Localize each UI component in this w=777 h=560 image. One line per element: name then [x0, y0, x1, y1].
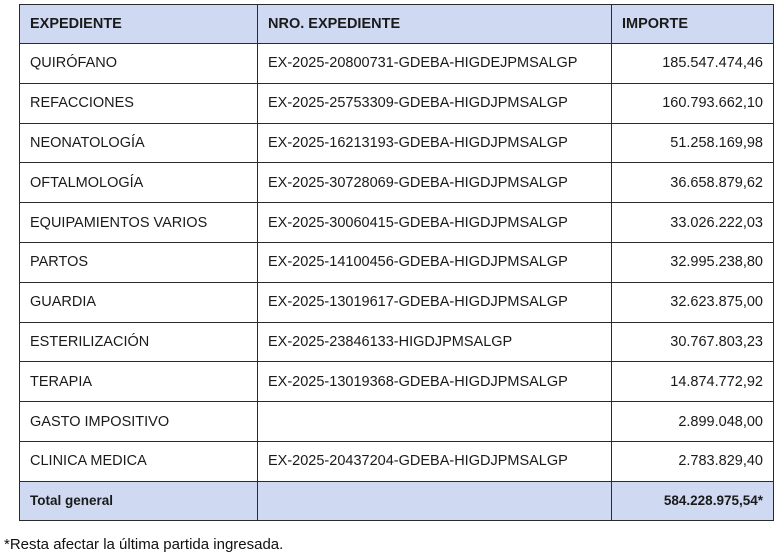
cell-nro-expediente: EX-2025-13019617-GDEBA-HIGDJPMSALGP [258, 282, 612, 322]
header-importe: IMPORTE [612, 5, 774, 44]
table-row [20, 203, 774, 243]
table-row [20, 362, 774, 402]
cell-importe: 32.995.238,80 [612, 242, 774, 282]
cell-expediente: OFTALMOLOGÍA [20, 163, 258, 203]
cell-expediente: GUARDIA [20, 282, 258, 322]
cell-nro-expediente: EX-2025-23846133-HIGDJPMSALGP [258, 322, 612, 362]
total-row [20, 481, 774, 520]
cell-expediente: REFACCIONES [20, 83, 258, 123]
cell-expediente: PARTOS [20, 242, 258, 282]
table-row [20, 282, 774, 322]
cell-importe: 33.026.222,03 [612, 203, 774, 243]
cell-expediente: TERAPIA [20, 362, 258, 402]
table-row [20, 163, 774, 203]
table-row [20, 242, 774, 282]
expedientes-table-container [19, 4, 773, 521]
cell-importe: 2.783.829,40 [612, 441, 774, 481]
cell-expediente: CLINICA MEDICA [20, 441, 258, 481]
table-row [20, 402, 774, 442]
table-row [20, 123, 774, 163]
cell-nro-expediente: EX-2025-16213193-GDEBA-HIGDJPMSALGP [258, 123, 612, 163]
header-nro-expediente: NRO. EXPEDIENTE [258, 5, 612, 44]
cell-nro-expediente: EX-2025-20437204-GDEBA-HIGDJPMSALGP [258, 441, 612, 481]
footnote: *Resta afectar la última partida ingresada. [4, 536, 284, 553]
cell-importe: 30.767.803,23 [612, 322, 774, 362]
cell-expediente: GASTO IMPOSITIVO [20, 402, 258, 442]
cell-nro-expediente: EX-2025-30728069-GDEBA-HIGDJPMSALGP [258, 163, 612, 203]
table-header [20, 5, 774, 44]
cell-expediente: ESTERILIZACIÓN [20, 322, 258, 362]
cell-expediente: QUIRÓFANO [20, 44, 258, 84]
cell-nro-expediente: EX-2025-25753309-GDEBA-HIGDJPMSALGP [258, 83, 612, 123]
total-label: Total general [20, 481, 258, 520]
cell-nro-expediente: EX-2025-13019368-GDEBA-HIGDJPMSALGP [258, 362, 612, 402]
cell-importe: 51.258.169,98 [612, 123, 774, 163]
cell-expediente: NEONATOLOGÍA [20, 123, 258, 163]
cell-importe: 2.899.048,00 [612, 402, 774, 442]
cell-importe: 185.547.474,46 [612, 44, 774, 84]
expedientes-table [19, 4, 774, 521]
table-row [20, 441, 774, 481]
table-row [20, 83, 774, 123]
cell-importe: 160.793.662,10 [612, 83, 774, 123]
cell-nro-expediente: EX-2025-30060415-GDEBA-HIGDJPMSALGP [258, 203, 612, 243]
table-row [20, 322, 774, 362]
cell-nro-expediente: EX-2025-14100456-GDEBA-HIGDJPMSALGP [258, 242, 612, 282]
total-importe: 584.228.975,54* [612, 481, 774, 520]
cell-nro-expediente: EX-2025-20800731-GDEBA-HIGDEJPMSALGP [258, 44, 612, 84]
total-nro [258, 481, 612, 520]
cell-expediente: EQUIPAMIENTOS VARIOS [20, 203, 258, 243]
cell-importe: 36.658.879,62 [612, 163, 774, 203]
table-footer [20, 481, 774, 520]
cell-importe: 32.623.875,00 [612, 282, 774, 322]
cell-nro-expediente [258, 402, 612, 442]
table-row [20, 44, 774, 84]
header-row [20, 5, 774, 44]
table-body [20, 44, 774, 482]
cell-importe: 14.874.772,92 [612, 362, 774, 402]
header-expediente: EXPEDIENTE [20, 5, 258, 44]
